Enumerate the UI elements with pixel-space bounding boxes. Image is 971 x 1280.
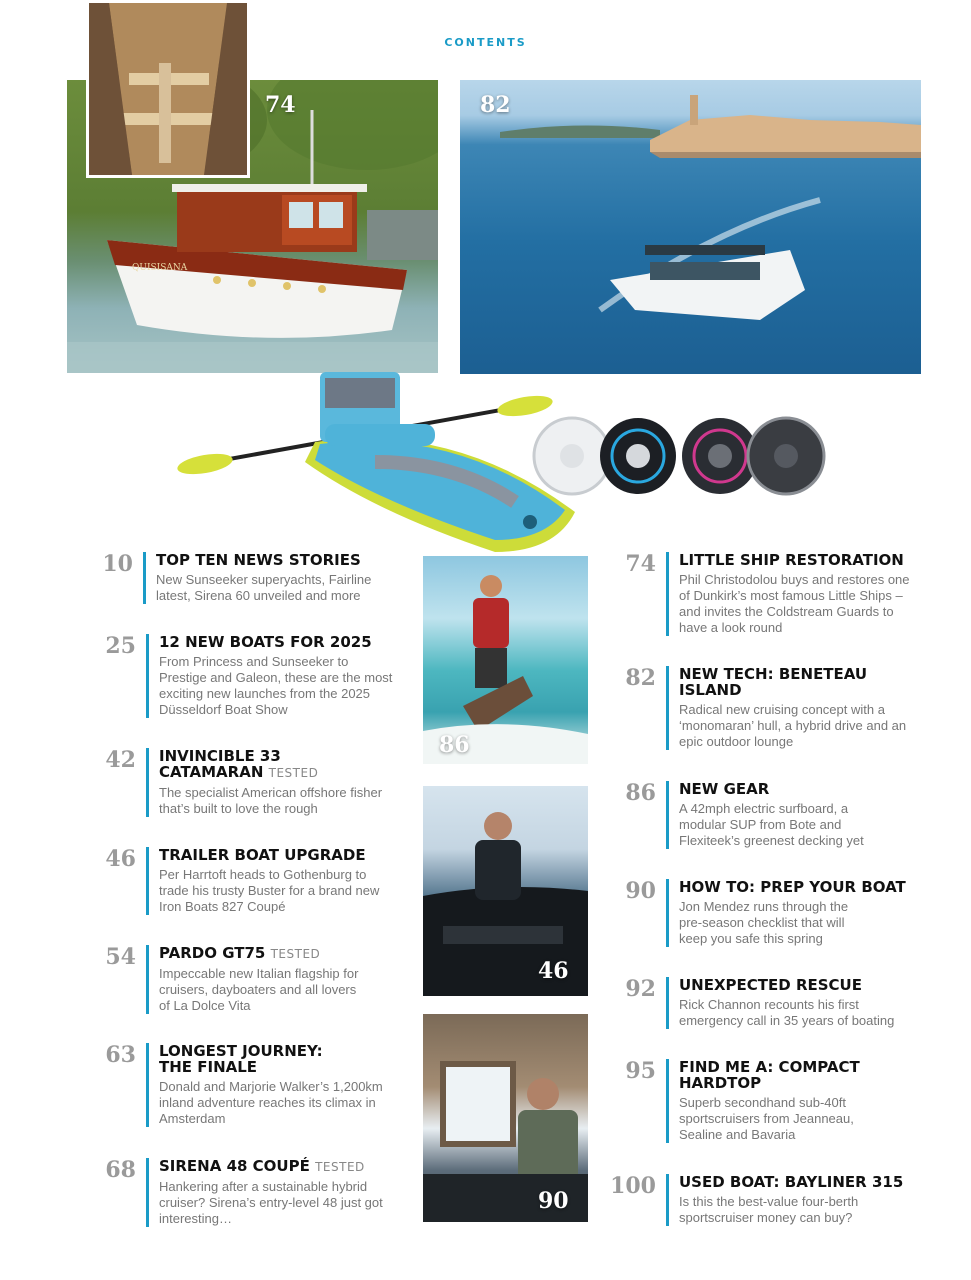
- hull-interior-illustration: [89, 3, 247, 175]
- page-number: 100: [610, 1173, 656, 1199]
- toc-entry[interactable]: [600, 1059, 930, 1143]
- photo-helm[interactable]: [423, 1014, 588, 1222]
- entry-description: New Sunseeker superyachts, Fairline latest, Sirena 60 unveiled and more: [156, 572, 372, 603]
- entry-title: TRAILER BOAT UPGRADE: [159, 846, 366, 864]
- toc-entry[interactable]: [600, 552, 930, 636]
- sea-town-illustration: [460, 80, 921, 374]
- entry-title: INVINCIBLE 33 CATAMARAN: [159, 747, 281, 781]
- toc-entry[interactable]: [600, 1174, 930, 1226]
- page-number: 86: [625, 780, 656, 806]
- photo-number-46: 46: [538, 958, 569, 984]
- photo-trailer-boat[interactable]: [423, 786, 588, 996]
- page-number: 10: [102, 551, 133, 577]
- photo-number-90: 90: [538, 1188, 569, 1214]
- entry-description: A 42mph electric surfboard, a modular SUP from Bote and Flexiteek’s greenest decking yet: [679, 801, 864, 848]
- tested-badge: TESTED: [315, 1160, 365, 1174]
- entry-title: LITTLE SHIP RESTORATION: [679, 551, 904, 569]
- toc-entry[interactable]: [96, 634, 396, 718]
- boat-name-label: QUISISANA: [132, 263, 188, 273]
- sup-board-illustration: [175, 352, 585, 562]
- toc-entry[interactable]: [600, 666, 930, 750]
- page-number: 42: [105, 747, 136, 773]
- entry-description: Donald and Marjorie Walker’s 1,200km inland adventure reaches its climax in Amsterdam: [159, 1079, 383, 1126]
- entry-title: TOP TEN NEWS STORIES: [156, 551, 361, 569]
- toc-entry[interactable]: [96, 1158, 396, 1227]
- entry-title: UNEXPECTED RESCUE: [679, 976, 862, 994]
- page-number: 90: [625, 878, 656, 904]
- toc-entry[interactable]: [600, 879, 930, 947]
- toc-entry[interactable]: [600, 781, 930, 849]
- page-number: 68: [105, 1157, 136, 1183]
- page-number: 92: [625, 976, 656, 1002]
- page-number: 54: [105, 944, 136, 970]
- entry-description: Impeccable new Italian flagship for cruisers, dayboaters and all lovers of La Dolce Vita: [159, 966, 359, 1013]
- entry-description: Hankering after a sustainable hybrid cruiser? Sirena’s entry-level 48 just got interesting…: [159, 1179, 383, 1226]
- entry-description: Radical new cruising concept with a ‘monomaran’ hull, a hybrid drive and an epic outdoor lounge: [679, 702, 907, 749]
- entry-description: Rick Channon recounts his first emergency call in 35 years of boating: [679, 997, 895, 1028]
- toc-entry[interactable]: [96, 1043, 396, 1127]
- entry-description: Per Harrtoft heads to Gothenburg to trade his trusty Buster for a brand new Iron Boats 827 Coupé: [159, 867, 380, 914]
- page-number: 25: [105, 633, 136, 659]
- sup-board-image[interactable]: [175, 352, 585, 562]
- page-title: CONTENTS: [444, 36, 527, 49]
- page-number: 74: [625, 551, 656, 577]
- toc-entry[interactable]: [96, 748, 396, 817]
- photo-number-86: 86: [439, 732, 470, 758]
- speakers-illustration: [532, 410, 828, 502]
- entry-description: The specialist American offshore fisher that’s built to love the rough: [159, 785, 383, 816]
- page-number: 82: [625, 665, 656, 691]
- entry-description: Jon Mendez runs through the pre-season checklist that will keep you safe this spring: [679, 899, 849, 946]
- toc-entry[interactable]: [600, 977, 930, 1029]
- entry-title: NEW GEAR: [679, 780, 770, 798]
- entry-title: PARDO GT75: [159, 944, 266, 962]
- photo-hull-interior[interactable]: [86, 0, 250, 178]
- entry-title: LONGEST JOURNEY: THE FINALE: [159, 1042, 323, 1076]
- tested-badge: TESTED: [268, 766, 319, 780]
- entry-title: SIRENA 48 COUPÉ: [159, 1157, 310, 1175]
- entry-title: USED BOAT: BAYLINER 315: [679, 1173, 904, 1191]
- entry-description: Is this the best-value four-berth sportscruiser money can buy?: [679, 1194, 859, 1225]
- toc-entry[interactable]: [96, 847, 396, 915]
- photo-number-82: 82: [480, 92, 511, 118]
- entry-description: From Princess and Sunseeker to Prestige and Galeon, these are the most exciting new launches from the 2025 Düsseldorf Boat Show: [159, 654, 393, 717]
- entry-title: HOW TO: PREP YOUR BOAT: [679, 878, 906, 896]
- photo-electric-surfboard[interactable]: [423, 556, 588, 764]
- photo-beneteau-island[interactable]: [460, 80, 921, 374]
- entry-title: FIND ME A: COMPACT HARDTOP: [679, 1058, 860, 1092]
- marine-speakers-image[interactable]: [532, 410, 828, 502]
- entry-title: 12 NEW BOATS FOR 2025: [159, 633, 372, 651]
- page-number: 46: [105, 846, 136, 872]
- photo-number-74: 74: [265, 92, 296, 118]
- entry-title: NEW TECH: BENETEAU ISLAND: [679, 665, 868, 699]
- page-number: 63: [105, 1042, 136, 1068]
- toc-entry[interactable]: [96, 945, 396, 1014]
- entry-description: Superb secondhand sub-40ft sportscruisers from Jeanneau, Sealine and Bavaria: [679, 1095, 854, 1142]
- tested-badge: TESTED: [270, 947, 321, 961]
- entry-description: Phil Christodolou buys and restores one of Dunkirk’s most famous Little Ships – and invites the Coldstream Guards to have a look round: [679, 572, 910, 635]
- page-number: 95: [625, 1058, 656, 1084]
